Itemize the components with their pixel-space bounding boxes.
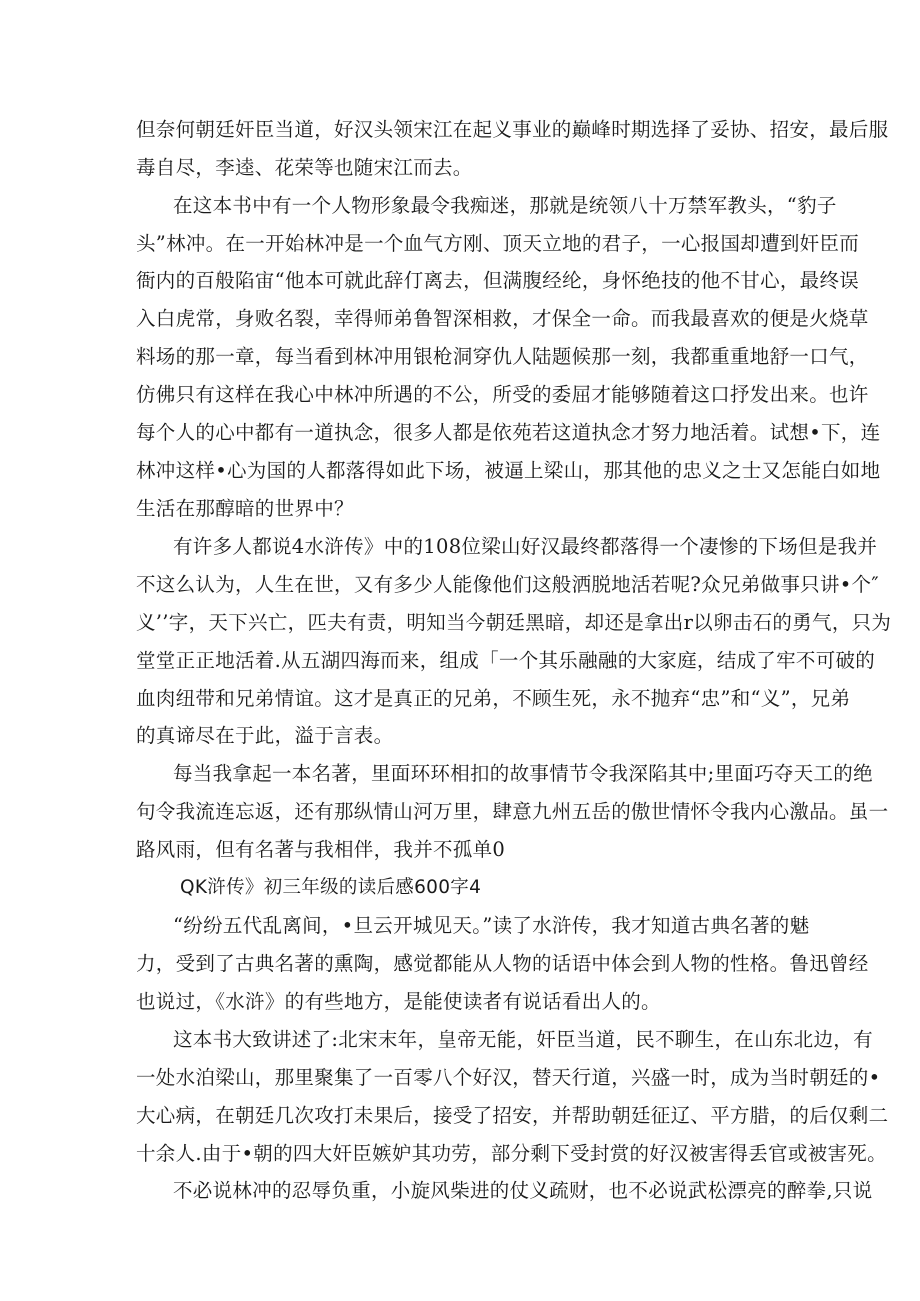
paragraph-line: 有许多人都说4水浒传》中的108位梁山好汉最终都落得一个凄惨的下场但是我并 (173, 535, 878, 558)
paragraph-line: 力，受到了古典名著的熏陶，感觉都能从人物的话语中体会到人物的性格。鲁迅曾经 (136, 952, 869, 975)
paragraph-line: 仿佛只有这样在我心中林冲所遇的不公，所受的委屈才能够随着这口抒发出来。也许 (136, 383, 869, 406)
paragraph-line: 这本书大致讲述了:北宋末年，皇帝无能，奸臣当道，民不聊生，在山东北边，有 (173, 1028, 873, 1051)
paragraph-line: 一处水泊梁山，那里聚集了一百零八个好汉，替天行道，兴盛一时，成为当时朝廷的• (136, 1066, 881, 1089)
paragraph-line: 林冲这样•心为国的人都落得如此下场，被逼上梁山，那其他的忠义之士又怎能白如地 (136, 459, 881, 482)
paragraph-line: 大心病，在朝廷几次攻打未果后，接受了招安，并帮助朝廷征辽、平方腊，的后仅剩二 (136, 1104, 889, 1127)
paragraph-line: 不这么认为，人生在世，又有多少人能像他们这般洒脱地活若呢?众兄弟做事只讲•个″ (136, 573, 879, 596)
paragraph-line: 每个人的心中都有一道执念，很多人都是依苑若这道执念才努力地活着。试想•下，连 (136, 421, 881, 444)
paragraph-line: 路风雨，但有名著与我相伴，我并不孤单0 (136, 838, 506, 861)
paragraph-line: 生活在那醇暗的世界中？ (136, 497, 354, 520)
paragraph-line: 血肉纽带和兄弟情谊。这才是真正的兄弟，不顾生死，永不抛弃“忠”和“义”，兄弟 (136, 687, 851, 710)
paragraph-line: 堂堂正正地活着.从五湖四海而来，组成「一个其乐融融的大家庭，结成了牢不可破的 (136, 649, 876, 672)
paragraph-line: 头”林冲。在一开始林冲是一个血气方刚、顶天立地的君子，一心报国却遭到奸臣而 (136, 232, 860, 255)
paragraph-line: 也说过，《水浒》的有些地方，是能使读者有说话看出人的。 (136, 990, 661, 1013)
paragraph-line: 在这本书中有一个人物形象最令我痴迷，那就是统领八十万禁军教头，“豹子 (173, 194, 837, 217)
paragraph-line: 义’’字，天下兴亡，匹夫有责，明知当今朝廷黑暗，却还是拿出r以卵击石的勇气，只为 (136, 611, 892, 634)
section-heading: QK浒传》初三年级的读后感600字4 (180, 877, 482, 898)
paragraph-line: 每当我拿起一本名著，里面环环相扣的故事情节令我深陷其中;里面巧夺天工的绝 (173, 762, 873, 785)
paragraph-line: 十余人.由于•朝的四大奸臣嫉妒其功劳，部分剩下受封赏的好汉被害得丢官或被害死。 (136, 1142, 887, 1165)
paragraph-line: 句令我流连忘返，还有那纵情山河万里，肆意九州五岳的傲世情怀令我内心激品。虽一 (136, 800, 889, 823)
paragraph-line: 不必说林冲的忍辱负重，小旋风柴进的仗义疏财，也不必说武松漂亮的醉拳,只说 (173, 1179, 873, 1202)
paragraph-line: 的真谛尽在于此，溢于言表。 (136, 724, 394, 747)
paragraph-line: 料场的那一章，每当看到林冲用银枪洞穿仇人陆题候那一刻，我都重重地舒一口气， (136, 345, 869, 368)
paragraph-line: 入白虎常，身败名裂，幸得师弟鲁智深相救，才保全一命。而我最喜欢的便是火烧草 (136, 307, 869, 330)
paragraph-line: 但奈何朝廷奸臣当道，好汉头领宋江在起义事业的巅峰时期选择了妥协、招安，最后服 (136, 118, 889, 141)
paragraph-line: 衙内的百般陷宙“他本可就此辞仃离去，但满腹经纶，身怀绝技的他不甘心，最终误 (136, 269, 860, 292)
paragraph-line: “纷纷五代乱离间，•旦云开城见天。”读了水浒传，我才知道古典名著的魅 (173, 914, 810, 937)
paragraph-line: 毒自尽，李逵、花荣等也随宋江而去。 (136, 156, 473, 179)
